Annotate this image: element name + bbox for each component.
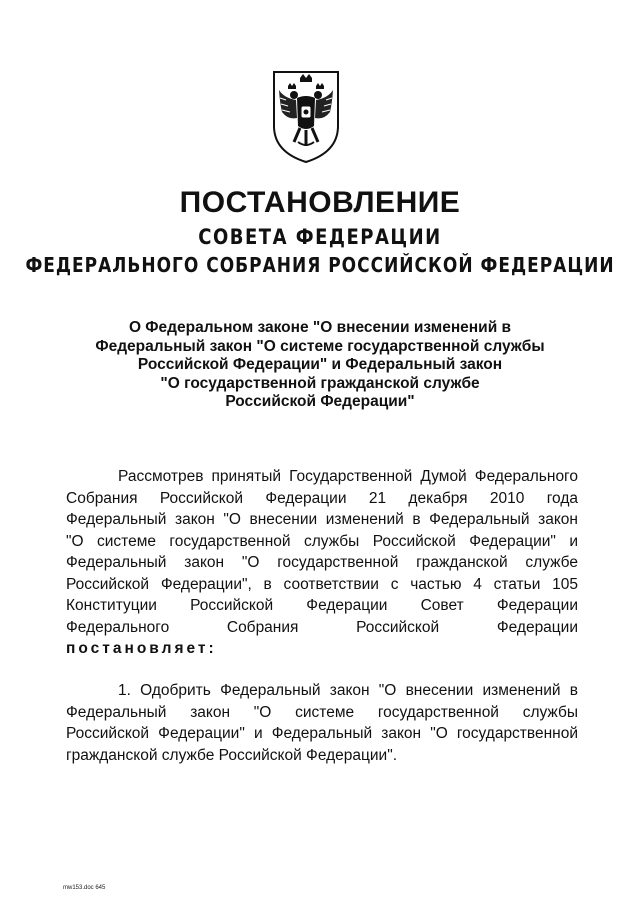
- preamble-line: "О системе государственной службы Российской Федерации" и: [66, 532, 578, 550]
- preamble-line: Российской Федерации", в соответствии с частью 4 статьи 105: [66, 575, 578, 593]
- preamble-paragraph: [66, 466, 578, 660]
- decree-word: постановляет:: [66, 640, 217, 657]
- preamble-line: Собрания Российской Федерации 21 декабря 2010 года: [66, 489, 578, 507]
- preamble-line: Федерального Собрания Российской Федерации: [66, 618, 578, 636]
- coat-of-arms-icon: [270, 68, 342, 164]
- preamble-line: Конституции Российской Федерации Совет Федерации: [66, 597, 578, 614]
- item-line: гражданской службе Российской Федерации".: [66, 746, 398, 764]
- preamble-line: Федеральный закон "О государственной гражданской службе: [66, 554, 578, 571]
- preamble-line: Рассмотрев принятый Государственной Думой Федерального: [118, 468, 578, 485]
- subject-line: "О государственной гражданской службе: [160, 374, 480, 392]
- item-1-paragraph: [66, 680, 578, 766]
- document-title: ПОСТАНОВЛЕНИЕ: [179, 186, 461, 219]
- preamble-line: Федеральный закон "О внесении изменений в Федеральный закон: [66, 511, 578, 528]
- issuer-line-2: ФЕДЕРАЛЬНОГО СОБРАНИЯ РОССИЙСКОЙ ФЕДЕРАЦИИ: [25, 254, 615, 278]
- item-line: Российской Федерации" и Федеральный закон "О государственной: [66, 725, 578, 742]
- subject-line: Российской Федерации": [225, 393, 415, 410]
- issuer-line-1: СОВЕТА ФЕДЕРАЦИИ: [198, 224, 442, 251]
- item-line: Федеральный закон "О системе государственной службы: [66, 703, 578, 721]
- resolution-subject: [60, 319, 580, 412]
- subject-line: Федеральный закон "О системе государственной службы: [95, 337, 545, 355]
- subject-line: О Федеральном законе "О внесении изменений в: [128, 319, 512, 336]
- subject-line: Российской Федерации" и Федеральный закон: [137, 356, 503, 373]
- item-line: 1. Одобрить Федеральный закон "О внесении изменений в: [118, 682, 578, 699]
- file-reference: mw153.doc 645: [63, 885, 106, 891]
- coat-of-arms-emblem: [270, 68, 342, 164]
